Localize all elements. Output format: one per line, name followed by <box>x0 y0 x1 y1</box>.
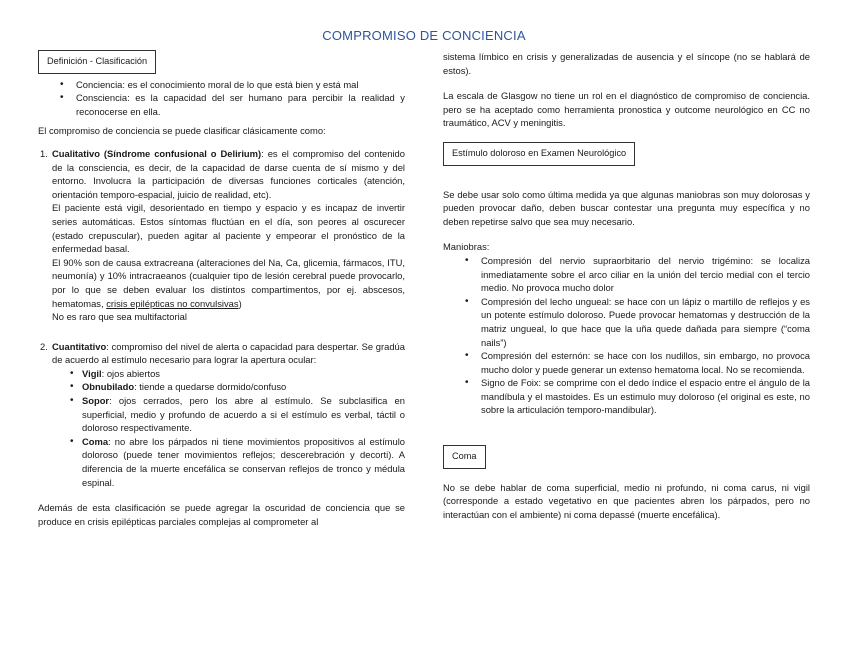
closing-paragraph: Además de esta clasificación se puede agregar la oscuridad de conciencia que se produce en crisis epilépticas parciales complejas al comprometer al <box>38 502 405 527</box>
paragraph: No es raro que sea multifactorial <box>52 311 187 323</box>
term-cuantitativo: Cuantitativo <box>52 340 107 352</box>
list-item-cuantitativo <box>38 340 405 490</box>
maniobras-label: Maniobras: <box>443 241 490 253</box>
list-item: • Conciencia: es el conocimiento moral de lo que está bien y está mal <box>38 78 405 92</box>
list-item-cualitativo <box>38 147 405 324</box>
list-item: • Signo de Foix: se comprime con el dedo índice el espacio entre el ángulo de la mandíbula y el mastoides. Es un estimulo muy doloroso (el original es este, no sobre la articulación temporo-mandibular). <box>443 376 810 417</box>
section-header-definicion: Definición - Clasificación <box>38 50 156 74</box>
maniobras-list <box>443 254 810 417</box>
paragraph: El 90% son de causa extracreana (alteraciones del Na, Ca, glicemia, fármacos, ITU, neumonía) y 10% intracraeanos (cualquier tipo de lesión cerebral puede provocarlo, por lo que se deben evaluar los distintos compartimentos, por ej. abscesos, hematomas, crisis epilépticas no convulsivas) <box>52 256 405 309</box>
term-cualitativo: Cualitativo (Síndrome confusional o Delirium) <box>52 147 262 159</box>
definition-text: : es el compromiso del contenido de la consciencia, es decir, de la capacidad de darse cuenta de sí mismo y del entorno. Involucra la participación de diversas funciones corticales (atención, orientación temporo-espacial, juicio de realidad, etc). <box>52 147 405 200</box>
continuation-paragraph: sistema límbico en crisis y generalizadas de ausencia y el síncope (no se hablará de estos). <box>443 51 810 76</box>
list-item: • Compresión del esternón: se hace con los nudillos, sin embargo, no provoca mucho dolor y puede generar un extenso hematoma local. No se recomienda. <box>443 349 810 376</box>
list-item: • Sopor: ojos cerrados, pero los abre al estímulo. Se subclasifica en superficial, medio y profundo de acuerdo a si el estímulo es verbal, táctil o doloroso respectivamente. <box>38 394 405 435</box>
coma-paragraph: No se debe hablar de coma superficial, medio ni profundo, ni coma carus, ni vigil (corresponde a estado vegetativo en que pacientes abren los párpados, pero no interactúan con el ambiente) ni coma depassé (muerte encefálica). <box>443 481 810 520</box>
definition-text: : compromiso del nivel de alerta o capacidad para despertar. Se gradúa de acuerdo al estímulo necesario para lograr la apertura ocular: <box>52 340 405 366</box>
list-item: • Obnubilado: tiende a quedarse dormido/confuso <box>38 380 405 394</box>
link-crisis-epilepticas[interactable]: crisis epilépticas no convulsivas <box>106 297 239 309</box>
list-item: • Compresión del lecho ungueal: se hace con un lápiz o martillo de reflejos y es un potente estímulo doloroso. Puede provocar hematomas y destrucción de la matriz ungueal, lo que hace que la uña quede dañada para siempre (“coma nails”) <box>443 295 810 349</box>
section-header-estimulo: Estímulo doloroso en Examen Neurológico <box>443 142 635 166</box>
list-item: • Vigil: ojos abiertos <box>38 367 405 381</box>
left-column <box>38 50 405 528</box>
right-column <box>443 50 810 521</box>
list-item: • Consciencia: es la capacidad del ser humano para percibir la realidad y reconocerse en ella. <box>38 91 405 118</box>
list-item: • Coma: no abre los párpados ni tiene movimientos propositivos al estímulo doloroso (puede tener movimientos reflejos; descerebración y decorti). A diferencia de la muerte encefálica se conservan reflejos de tronco y médula espinal. <box>38 435 405 489</box>
classification-intro: El compromiso de conciencia se puede clasificar clásicamente como: <box>38 125 326 137</box>
list-number: 2. <box>40 340 48 352</box>
section-header-coma: Coma <box>443 445 486 469</box>
classification-list <box>38 147 405 489</box>
page-title: COMPROMISO DE CONCIENCIA <box>322 28 526 43</box>
list-number: 1. <box>40 147 48 159</box>
level-list <box>38 367 405 489</box>
glasgow-paragraph: La escala de Glasgow no tiene un rol en el diagnóstico de compromiso de conciencia. pero se ha aceptado como herramienta pronostica y outcome neurológico en CC no traumático, ACV y meningitis. <box>443 90 810 129</box>
estimulo-paragraph: Se debe usar solo como última medida ya que algunas maniobras son muy dolorosas y pueden provocar daño, deben buscar contestar una pregunta muy específica y no deben repetirse salvo que sea muy necesario. <box>443 188 810 227</box>
paragraph: El paciente está vigil, desorientado en tiempo y espacio y es incapaz de invertir series automáticas. Estos síntomas fluctúan en el día, son peores al oscurecer (estado crepuscular), pueden agitar al paciente y empeorar el pronóstico de la enfermedad basal. <box>52 202 405 255</box>
list-item: • Compresión del nervio supraorbitario del nervio trigémino: se localiza inmediatamente sobre el arco ciliar en la unión del tercio medial con el tercio medio. No provoca mucho dolor <box>443 254 810 295</box>
definition-list <box>38 78 405 119</box>
